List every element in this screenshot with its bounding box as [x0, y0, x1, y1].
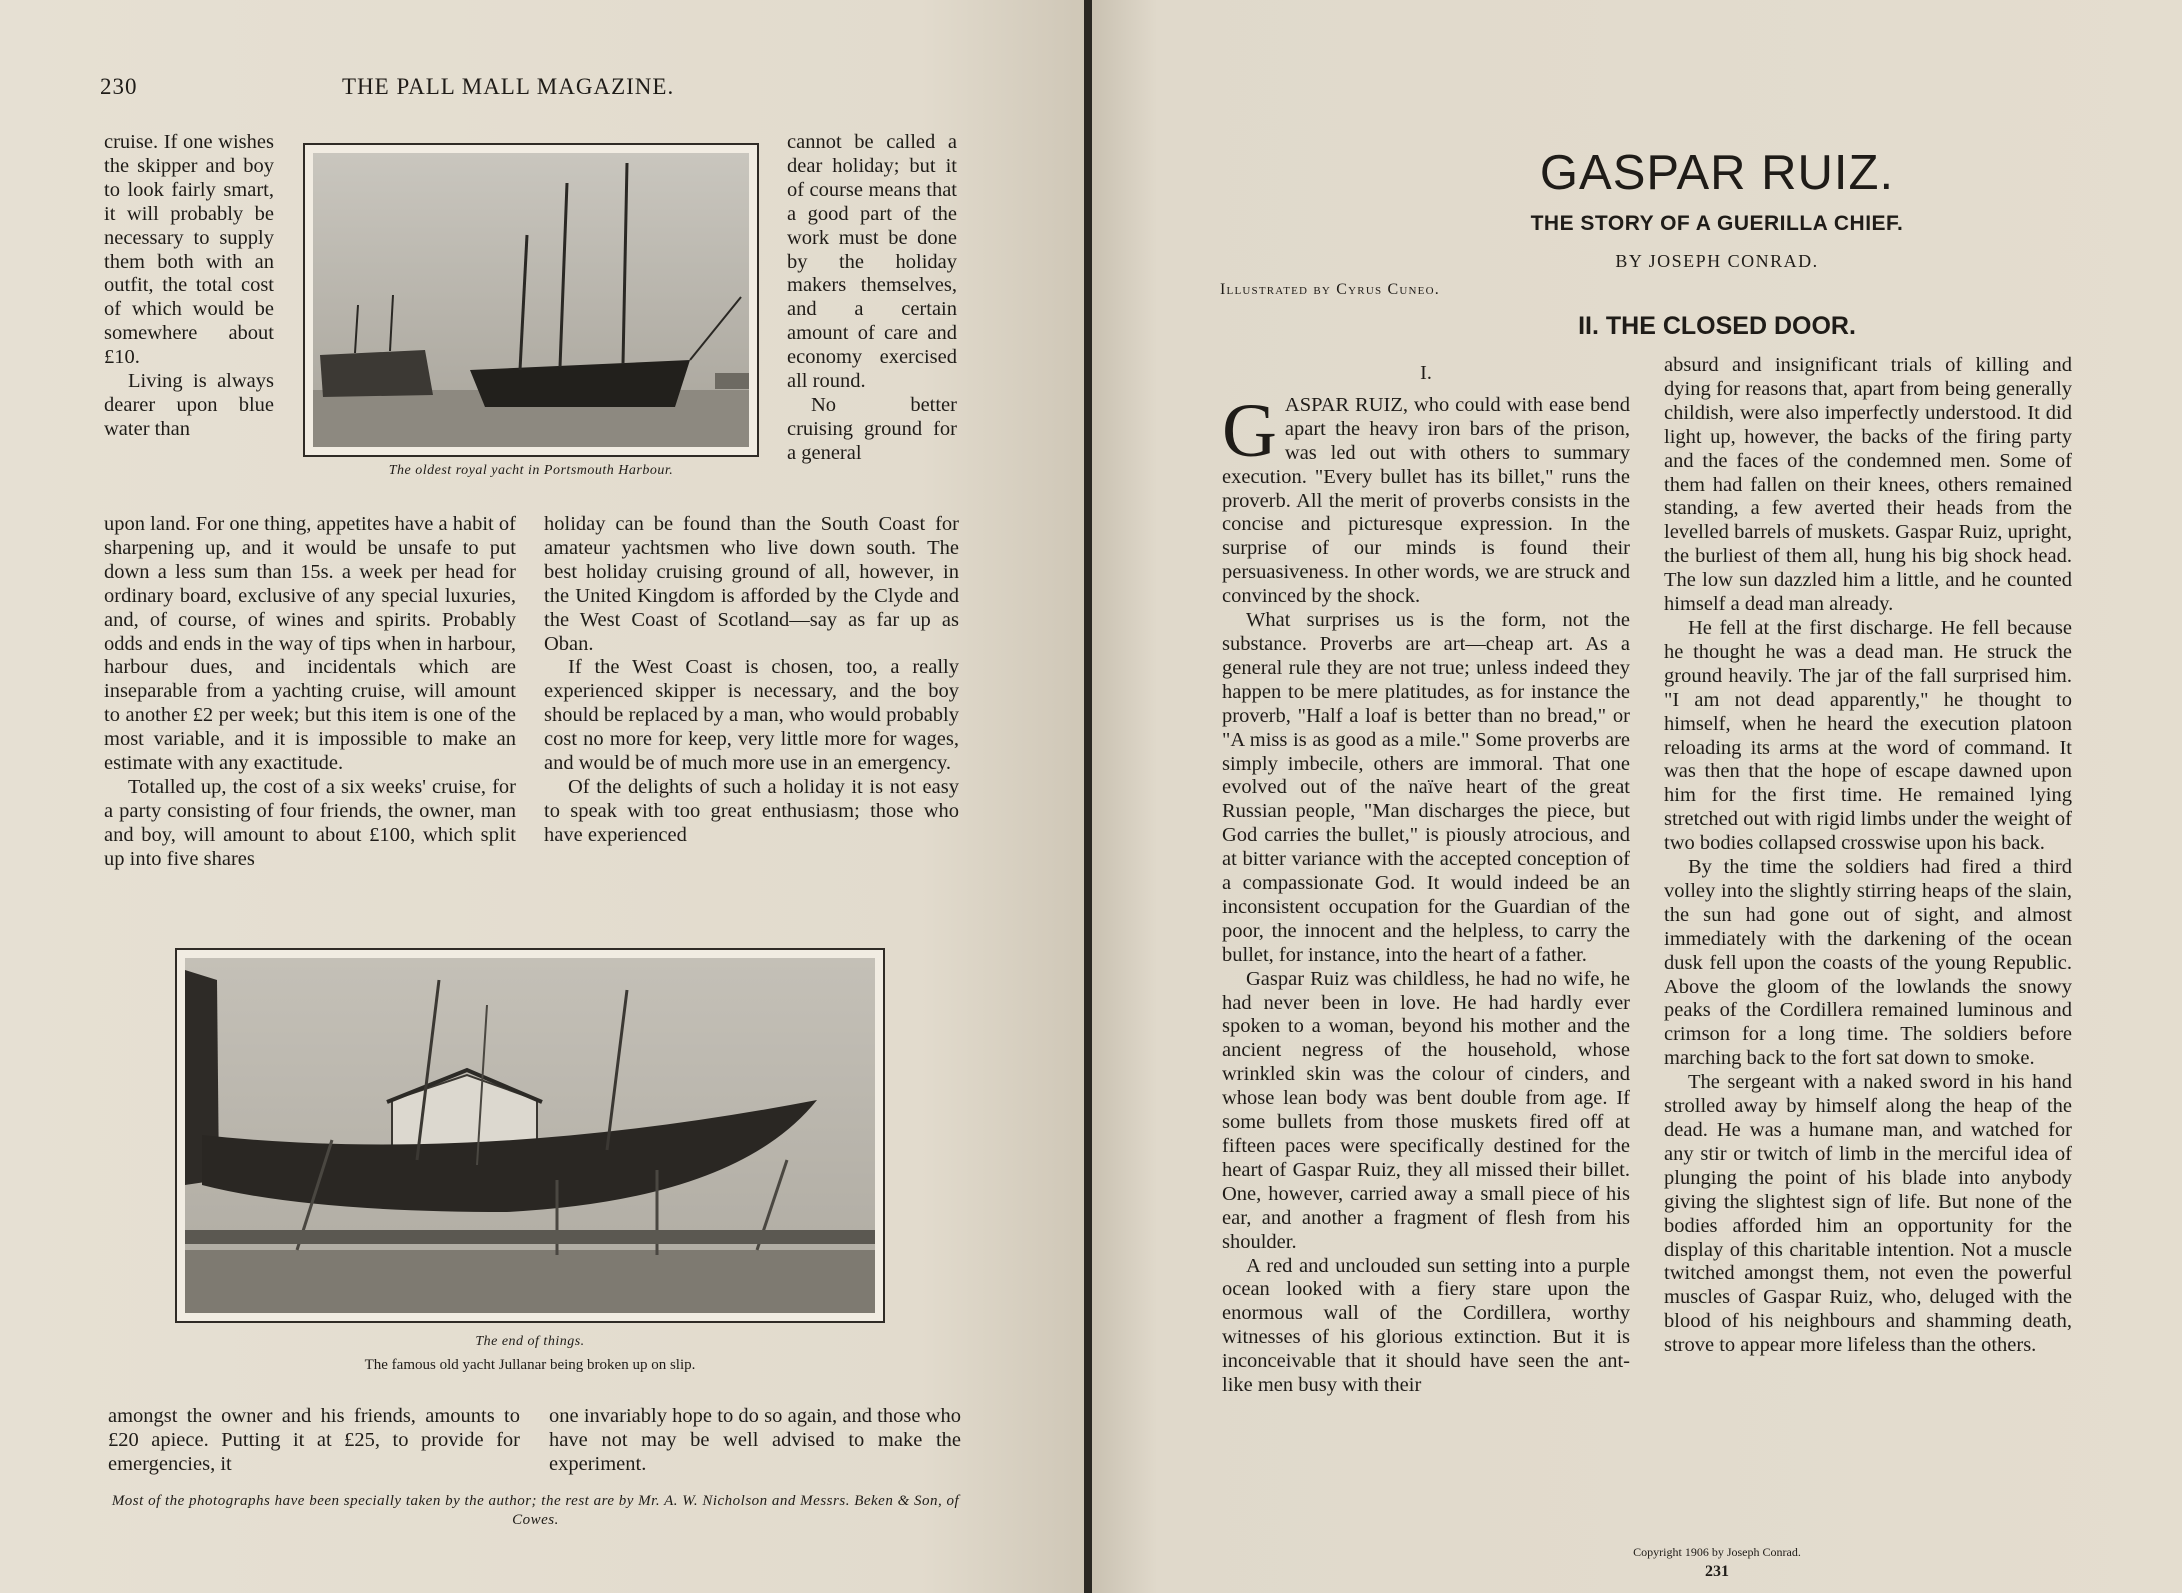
copyright-notice: Copyright 1906 by Joseph Conrad.	[1633, 1545, 1801, 1559]
paragraph: Living is always dearer upon blue water than	[104, 370, 274, 440]
left-col-b-wide	[544, 513, 959, 848]
story-subtitle: THE STORY OF A GUERILLA CHIEF.	[1530, 212, 1904, 235]
left-bottom-col-a	[108, 1405, 520, 1477]
running-head: THE PALL MALL MAGAZINE.	[342, 74, 675, 99]
left-page-number: 230	[100, 74, 138, 99]
paragraph: one invariably hope to do so again, and those who have not may be well advised to make the experiment.	[549, 1405, 961, 1475]
paragraph: What surprises us is the form, not the substance. Proverbs are art—cheap art. As a general rule they are not true; unless indeed they happen to be mere platitudes, as for instance the proverb, "Half a loaf is better than no bread," or "A miss is as good as a mile." Some proverbs are simply imbecile, others are immoral. That one evolved out of the naïve heart of the great Russian people, "Man discharges the piece, but God carries the bullet," is piously atrocious, and at bitter variance with the accepted conception of a compassionate God. It would indeed be an inconsistent occupation for the Guardian of the poor, the innocent and the helpless, to carry the bullet, for instance, into the heart of a father.	[1222, 609, 1630, 966]
paragraph: Gaspar Ruiz was childless, he had no wife, he had never been in love. He had hardly ever spoken to a woman, beyond his mother and the ancient negress of the household, whose wrinkled skin was the colour of cinders, and whose lean body was bent double from age. If some bullets from those muskets fired off at fifteen paces were specifically destined for the heart of Gaspar Ruiz, they all missed their billet. One, however, carried away a small piece of his ear, and another a fragment of flesh from his shoulder.	[1222, 967, 1630, 1253]
paragraph: absurd and insignificant trials of killing and dying for reasons that, apart from being generally childish, were also imperfectly understood. It did light up, however, the backs of the firing party and the faces of the condemned men. Some of them had fallen on their knees, others remained standing, a few averted their heads from the levelled barrels of muskets. Gaspar Ruiz, upright, the burliest of them all, hung his big shock head. The low sun dazzled him a little, and he counted himself a dead man already.	[1664, 354, 2072, 616]
spine-gutter	[1084, 0, 1092, 1593]
illustrator-credit: Illustrated by Cyrus Cuneo.	[1220, 281, 1440, 298]
drop-cap: G	[1222, 388, 1277, 473]
chapter-heading: II. THE CLOSED DOOR.	[1578, 312, 1856, 340]
photo-royal-yacht	[303, 143, 759, 457]
photo1-caption: The oldest royal yacht in Portsmouth Harbour.	[388, 463, 674, 478]
left-col-b-narrow	[787, 131, 957, 466]
story-byline: BY JOSEPH CONRAD.	[1615, 251, 1819, 271]
paragraph: Of the delights of such a holiday it is not easy to speak with too great enthusiasm; those who have experienced	[544, 775, 959, 846]
paragraph: He fell at the first discharge. He fell because he thought he was a dead man. He struck the ground heavily. The jar of the fall surprised him. "I am not dead apparently," he thought to himself, when he heard the execution platoon reloading its arms at the word of command. It was then that the hope of escape dawned upon him for the first time. He remained lying stretched out with rigid limbs under the weight of two bodies collapsed crosswise upon his back.	[1664, 616, 2072, 855]
paragraph: By the time the soldiers had fired a third volley into the slightly stirring heaps of the slain, the sun had gone out of sight, and almost immediately with the darkening of the ocean dusk fell upon the coasts of the young Republic. Above the gloom of the lowlands the snowy peaks of the Cordillera remained luminous and crimson for a long time. The soldiers before marching back to the fort sat down to smoke.	[1664, 856, 2072, 1070]
right-col-2	[1664, 354, 2072, 1358]
paragraph: If the West Coast is chosen, too, a really experienced skipper is necessary, and the boy should be replaced by a man, who would probably cost no more for keep, very little more for wages, and would be of much more use in an emergency.	[544, 656, 959, 775]
section-number: I.	[1420, 362, 1432, 384]
left-page	[0, 0, 1084, 1593]
left-bottom-col-b	[549, 1405, 961, 1477]
right-page	[1092, 0, 2182, 1593]
paragraph: cannot be called a dear holiday; but it of course means that a good part of the work must be done by the holiday makers themselves, and a certain amount of care and economy exercised all round.	[787, 131, 957, 393]
right-page-number: 231	[1705, 1563, 1729, 1580]
paragraph: ASPAR RUIZ, who could with ease bend apart the heavy iron bars of the prison, was led out with others to summary execution. "Every bullet has its billet," runs the proverb. All the merit of proverbs consists in the concise and picturesque expression. In the surprise of our minds is found their persuasiveness. In other words, we are struck and convinced by the shock.	[1222, 393, 1630, 608]
paragraph: upon land. For one thing, appetites have a habit of sharpening up, and it would be unsafe to put down a less sum than 15s. a week per head for ordinary board, exclusive of any special luxuries, and, of course, of wines and spirits. Probably odds and ends in the way of tips when in harbour, harbour dues, and incidentals which are inseparable from a yachting cruise, will amount to another £2 per week; but this item is one of the most variable, and it is impossible to make an estimate with any exactitude.	[104, 513, 516, 775]
paragraph: The sergeant with a naked sword in his hand strolled away by himself along the heap of the dead. He was a humane man, and watched for any stir or twitch of limb in the merciful idea of plunging the point of his blade into anybody giving the slightest sign of life. But none of the bodies afforded him an opportunity for the display of this charitable intention. Not a muscle twitched amongst them, not even the powerful muscles of Gaspar Ruiz, who, deluged with the blood of his neighbours and shamming death, strove to appear more lifeless than the others.	[1664, 1071, 2072, 1357]
jullanar-image	[177, 950, 883, 1321]
photo2-caption-title: The end of things.	[475, 1334, 585, 1349]
story-title: GASPAR RUIZ.	[1539, 146, 1895, 200]
paragraph: No better cruising ground for a general	[787, 393, 957, 464]
paragraph: cruise. If one wishes the skipper and boy to look fairly smart, it will probably be necessary to supply them both with an outfit, the total cost of which would be somewhere about £10.	[104, 131, 274, 369]
right-col-1	[1222, 362, 1630, 1398]
photo2-caption-text: The famous old yacht Jullanar being broken up on slip.	[364, 1357, 696, 1373]
left-col-a-wide	[104, 513, 516, 872]
paragraph: Totalled up, the cost of a six weeks' cruise, for a party consisting of four friends, the owner, man and boy, will amount to about £100, which split up into five shares	[104, 775, 516, 870]
photo-credit: Most of the photographs have been specially taken by the author; the rest are by Mr. A. W. Nicholson and Messrs. Beken & Son, of Cowes.	[111, 1493, 960, 1528]
left-col-a-narrow	[104, 131, 274, 442]
photo-jullanar	[175, 948, 885, 1323]
royal-yacht-image	[305, 145, 757, 455]
paragraph: A red and unclouded sun setting into a purple ocean looked with a fiery stare upon the enormous wall of the Cordillera, worthy witnesses of his glorious extinction. But it is inconceivable that it should have seen the ant-like men busy with their	[1222, 1254, 1630, 1397]
paragraph: amongst the owner and his friends, amounts to £20 apiece. Putting it at £25, to provide for emergencies, it	[108, 1405, 520, 1475]
paragraph: holiday can be found than the South Coast for amateur yachtsmen who live down south. The best holiday cruising ground of all, however, in the United Kingdom is afforded by the Clyde and the West Coast of Scotland—say as far up as Oban.	[544, 513, 959, 655]
